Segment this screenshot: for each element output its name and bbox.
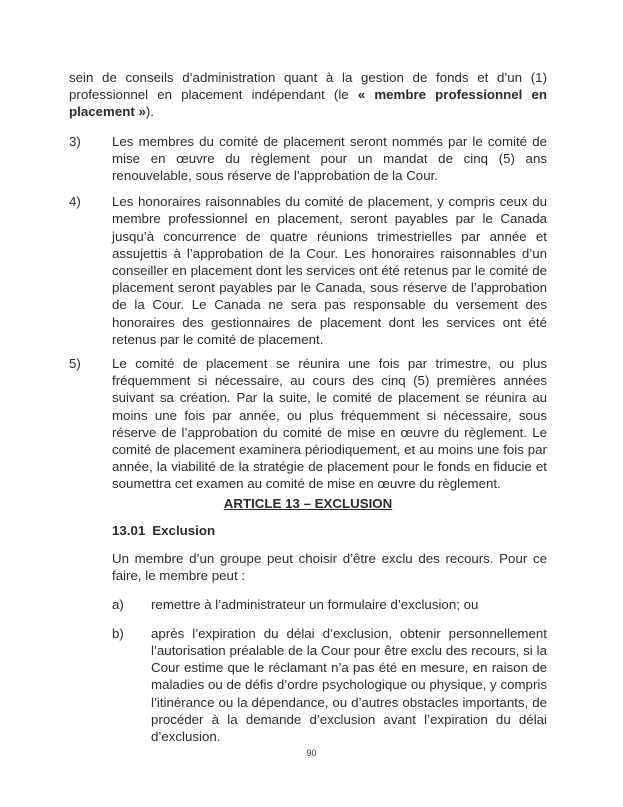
lettered-item-a-marker: a) [112, 597, 124, 613]
section-13-01-heading [112, 522, 547, 539]
lettered-item-b [112, 625, 547, 745]
continuation-paragraph [69, 69, 547, 121]
numbered-item-3 [69, 133, 547, 185]
lettered-item-b-marker: b) [112, 625, 124, 641]
numbered-item-5 [69, 355, 547, 493]
numbered-item-3-text: Les membres du comité de placement seront nommés par le comité de mise en œuvre du règlement pour un mandat de cinq (5) ans renouvelable, sous réserve de l’approbation de la Cour. [112, 133, 547, 184]
lettered-item-b-text: après l’expiration du délai d’exclusion, obtenir personnellement l’autorisation préalable de la Cour pour être exclu des recours, si la Cour estime que le réclamant n’a pas été en mesure, en raison de maladies ou de défis d’ordre psychologique ou physique, y compris l’itinérance ou la dépendance, ou d’autres obstacles importants, de procéder à la demande d’exclusion avant l’expiration du délai d’exclusion. [151, 625, 547, 744]
section-13-01-title: Exclusion [152, 522, 216, 538]
numbered-item-5-marker: 5) [69, 356, 81, 372]
article-13-heading-text: ARTICLE 13 – EXCLUSION [223, 495, 393, 511]
section-13-01-number: 13.01 [112, 522, 146, 538]
numbered-item-5-text: Le comité de placement se réunira une fois par trimestre, ou plus fréquemment si nécessaire, au cours des cinq (5) premières années suivant sa création. Par la suite, le comité de placement se réunira au moins une fois par année, ou plus fréquemment si nécessaire, sous réserve de l’approbation du comité de mise en œuvre du règlement. Le comité de placement examinera périodiquement, et au moins une fois par année, la viabilité de la stratégie de placement pour le fonds en fiducie et soumettra cet examen au comité de mise en œuvre du règlement. [112, 356, 547, 492]
numbered-item-4-marker: 4) [69, 194, 81, 210]
article-13-heading [69, 495, 547, 512]
numbered-item-4-text: Les honoraires raisonnables du comité de placement, y compris ceux du membre professionnel en placement, seront payables par le Canada jusqu’à concurrence de quatre réunions trimestrielles par année et assujettis à l’approbation de la Cour. Les honoraires raisonnables d’un conseiller en placement dont les services ont été retenus par le comité de placement seront payables par le Canada, sous réserve de l’approbation de la Cour. Le Canada ne sera pas responsable du versement des honoraires des gestionnaires de placement dont les services ont été retenus par le comité de placement. [112, 194, 547, 347]
document-body [69, 69, 547, 745]
numbered-item-4 [69, 193, 547, 348]
continuation-paragraph-pre: sein de conseils d’administration quant à la gestion de fonds et d’un (1) professionnel en placement indépendant (le [69, 70, 547, 103]
defined-term-bold: « membre professionnel en placement » [69, 87, 547, 120]
page-number: 90 [306, 748, 317, 758]
numbered-item-3-marker: 3) [69, 133, 81, 149]
continuation-paragraph-post: ). [145, 104, 154, 120]
lettered-item-a-text: remettre à l’administrateur un formulaire d’exclusion; ou [151, 597, 479, 613]
lettered-item-a [112, 596, 547, 613]
section-intro-paragraph: Un membre d’un groupe peut choisir d’être exclu des recours. Pour ce faire, le membre peut : [112, 551, 547, 584]
